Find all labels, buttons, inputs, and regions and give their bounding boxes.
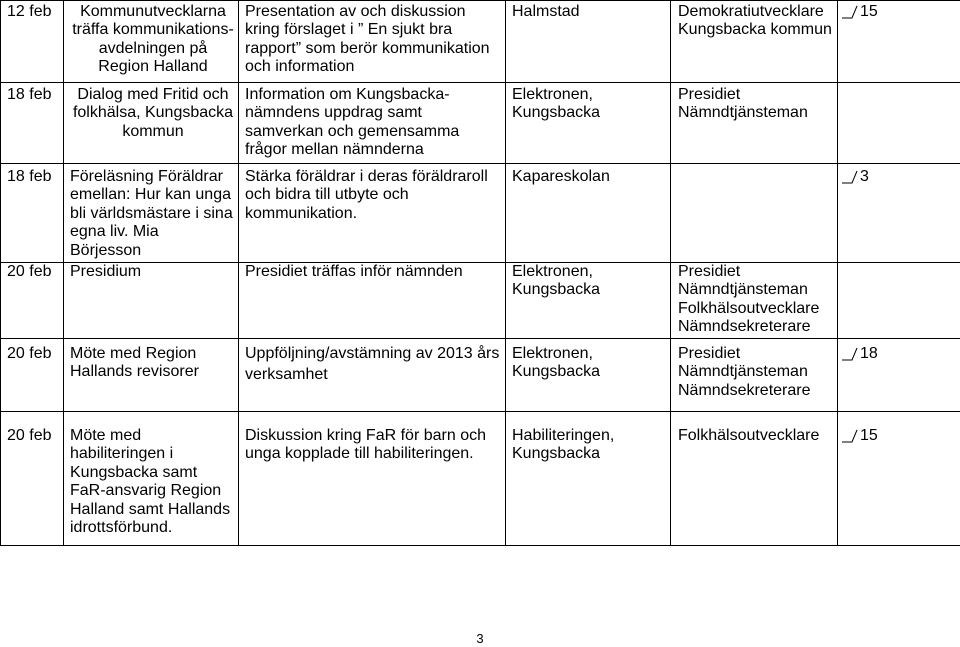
attendee-count-group (841, 3, 958, 21)
date-cell (1, 263, 64, 339)
schedule-row (1, 339, 960, 412)
activity-line: Presidium (70, 263, 142, 280)
attendee-count: 15 (860, 3, 878, 20)
attendee-count-group (841, 168, 958, 186)
attendee-count: 3 (860, 168, 869, 185)
description-line: kring förslaget i ” En sjukt bra (245, 21, 453, 39)
location-line: Kungsbacka (512, 104, 601, 122)
attendee-count-cell (838, 83, 960, 164)
participant-line: Folkhälsoutvecklare (678, 427, 820, 444)
participant-line: Presidiet (678, 263, 741, 280)
participant-line: Demokratiutvecklare (678, 3, 824, 20)
description-line: rapport” som berör kommunikation (245, 39, 490, 57)
description-cell (239, 339, 506, 412)
date-text: 18 feb (7, 168, 52, 185)
date-text: 12 feb (7, 3, 52, 20)
date-cell (1, 412, 64, 546)
activity-line: träffa kommunikations- (72, 21, 234, 39)
activity-line: Kungsbacka samt (70, 463, 198, 481)
attendee-count: 18 (860, 345, 878, 362)
attendee-count-cell (838, 1, 960, 83)
description-line: samverkan och gemensamma (245, 122, 460, 140)
attendee-count: 15 (860, 427, 878, 444)
description-line: frågor mellan nämnderna (245, 141, 424, 159)
description-line: Presidiet träffas inför nämnden (245, 263, 463, 280)
activity-line: avdelningen på (98, 39, 208, 57)
location-cell (506, 339, 671, 412)
participants-cell (671, 339, 838, 412)
description-cell (239, 1, 506, 83)
participant-line: Folkhälsoutvecklare (678, 299, 820, 317)
tick-mark-stroke (842, 171, 857, 183)
description-cell (239, 412, 506, 546)
activity-line: Möte med (70, 427, 142, 444)
attendee-count-cell (838, 339, 960, 412)
location-line: Kungsbacka (512, 281, 601, 299)
location-cell (506, 263, 671, 339)
date-text: 20 feb (7, 263, 52, 280)
attendee-count-cell (838, 164, 960, 263)
activity-line: Hallands revisorer (70, 363, 199, 381)
description-cell (239, 83, 506, 164)
participant-line: Nämndsekreterare (678, 381, 811, 399)
activity-cell (64, 339, 239, 412)
attendee-count-group (841, 345, 958, 363)
activity-line: kommun (122, 122, 184, 140)
tick-mark-stroke (842, 430, 857, 442)
activity-cell (64, 83, 239, 164)
attendee-count-cell (838, 263, 960, 339)
date-cell (1, 339, 64, 412)
activity-line: habiliteringen i (70, 445, 174, 463)
location-line: Elektronen, (512, 86, 593, 103)
schedule-row (1, 83, 960, 164)
page-number: 3 (476, 631, 484, 646)
activity-line: idrottsförbund. (70, 518, 173, 536)
description-cell (239, 263, 506, 339)
activity-line: Börjesson (70, 241, 142, 259)
participant-line: Nämndtjänsteman (678, 363, 808, 381)
schedule-table-body (1, 1, 960, 546)
description-line: Diskussion kring FaR för barn och (245, 427, 486, 444)
activity-cell (64, 263, 239, 339)
activity-cell (64, 164, 239, 263)
activity-line: Kommunutvecklarna (80, 3, 226, 20)
date-cell (1, 164, 64, 263)
activity-line: Dialog med Fritid och (77, 86, 229, 103)
location-line: Kungsbacka (512, 445, 601, 463)
date-text: 20 feb (7, 345, 52, 362)
date-text: 20 feb (7, 427, 52, 444)
participant-line: Kungsbacka kommun (678, 21, 832, 39)
participant-line: Nämndtjänsteman (678, 104, 808, 122)
description-line: och bidra till utbyte och (245, 186, 409, 204)
schedule-row (1, 412, 960, 546)
location-cell (506, 164, 671, 263)
tick-mark-stroke (842, 348, 857, 360)
description-line: och information (245, 58, 355, 76)
location-line: Halmstad (512, 3, 580, 20)
participants-cell (671, 164, 838, 263)
description-line: unga kopplade till habiliteringen. (245, 445, 474, 463)
participant-line: Nämndtjänsteman (678, 281, 808, 299)
activity-line: Möte med Region (70, 345, 197, 362)
date-cell (1, 83, 64, 164)
activity-line: FaR-ansvarig Region (70, 482, 222, 500)
location-line: Elektronen, (512, 263, 593, 280)
participant-line: Presidiet (678, 86, 741, 103)
description-line: Information om Kungsbacka- (245, 86, 450, 103)
activity-cell (64, 1, 239, 83)
activity-cell (64, 412, 239, 546)
location-line: Kungsbacka (512, 363, 601, 381)
participant-line: Presidiet (678, 345, 741, 362)
location-cell (506, 83, 671, 164)
location-line: Elektronen, (512, 345, 593, 362)
location-cell (506, 1, 671, 83)
activity-line: bli världsmästare i sina (70, 204, 233, 222)
description-line: kommunikation. (245, 204, 358, 222)
tick-mark-icon (841, 169, 859, 185)
location-cell (506, 412, 671, 546)
description-line: nämndens uppdrag samt (245, 104, 422, 122)
activity-line: Halland samt Hallands (70, 500, 231, 518)
schedule-row (1, 1, 960, 83)
description-line: Stärka föräldrar i deras föräldraroll (245, 168, 488, 185)
attendee-count-group (841, 427, 958, 445)
participants-cell (671, 1, 838, 83)
activity-line: emellan: Hur kan unga (70, 186, 231, 204)
participant-line: Nämndsekreterare (678, 318, 811, 336)
schedule-row (1, 164, 960, 263)
attendee-count-cell (838, 412, 960, 546)
location-line: Kapareskolan (512, 168, 610, 185)
date-text: 18 feb (7, 86, 52, 103)
activity-line: Region Halland (98, 58, 208, 76)
tick-mark-icon (841, 4, 859, 20)
participants-cell (671, 83, 838, 164)
activity-line: folkhälsa, Kungsbacka (72, 104, 234, 122)
description-cell (239, 164, 506, 263)
activity-line: egna liv. Mia (70, 223, 159, 241)
description-line: Presentation av och diskussion (245, 3, 466, 20)
tick-mark-icon (841, 346, 859, 362)
description-line: verksamhet (245, 366, 328, 384)
schedule-row (1, 263, 960, 339)
participants-cell (671, 412, 838, 546)
description-line: Uppföljning/avstämning av 2013 års (245, 345, 500, 362)
location-line: Habiliteringen, (512, 427, 615, 444)
tick-mark-stroke (842, 6, 857, 18)
date-cell (1, 1, 64, 83)
tick-mark-icon (841, 428, 859, 444)
participants-cell (671, 263, 838, 339)
activity-line: Föreläsning Föräldrar (70, 168, 223, 185)
